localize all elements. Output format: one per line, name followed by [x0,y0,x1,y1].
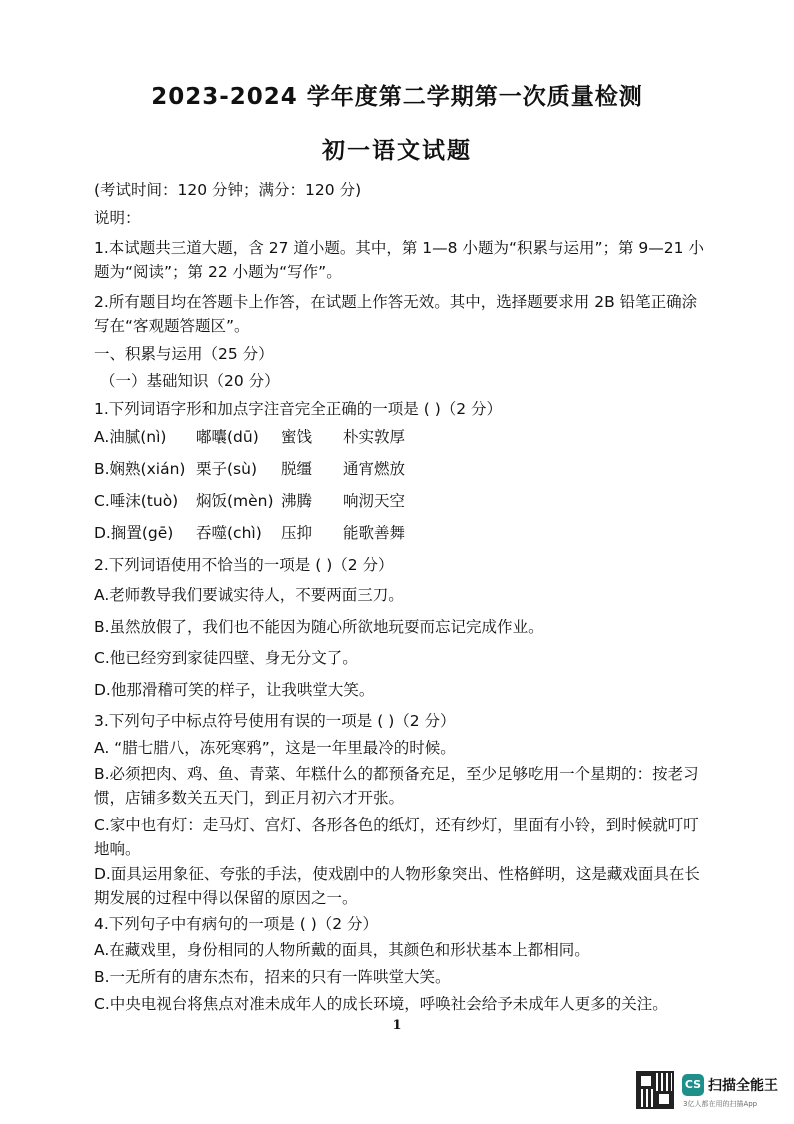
q3-option-c-line-1: C.家中也有灯：走马灯、宫灯、各形各色的纸灯，还有纱灯，里面有小铃，到时候就叮叮 [94,816,699,834]
q1-a-word4: 朴实敦厚 [343,428,406,446]
note-2-line-1: 2.所有题目均在答题卡上作答，在试题上作答无效。其中，选择题要求用 2B 铅笔正确涂 [94,293,698,311]
note-2-line-2: 写在“客观题答题区”。 [94,317,250,335]
q2-stem: 2.下列词语使用不恰当的一项是 ( )（2 分） [94,556,394,574]
q2-option-a: A.老师教导我们要诚实待人，不要两面三刀。 [94,586,404,604]
q1-c-word3: 沸腾 [281,492,313,510]
page-number: 1 [392,1018,402,1033]
q2-option-d: D.他那滑稽可笑的样子，让我哄堂大笑。 [94,681,375,699]
section-1-subheading: （一）基础知识（20 分） [100,372,280,390]
q3-option-a: A. “腊七腊八，冻死寒鸦”，这是一年里最冷的时候。 [94,739,456,757]
q1-b-word4: 通宵燃放 [343,460,406,478]
q1-c-word4: 响沏天空 [343,492,406,510]
camscanner-logo-icon: CS [682,1074,704,1096]
q1-b-word2: 栗子(sù) [196,460,257,478]
qr-code-icon [636,1071,674,1109]
q1-a-word2: 嘟囔(dū) [196,428,259,446]
q2-option-b: B.虽然放假了，我们也不能因为随心所欲地玩耍而忘记完成作业。 [94,618,544,636]
q3-option-d-line-2: 期发展的过程中得以保留的原因之一。 [94,889,358,907]
q3-option-d-line-1: D.面具运用象征、夸张的手法，使戏剧中的人物形象突出、性格鲜明，这是藏戏面具在长 [94,865,700,883]
q1-d-word3: 压抑 [281,524,313,542]
q1-d-word2: 吞噬(chì) [196,524,262,542]
exam-subtitle: 初一语文试题 [322,138,472,164]
q1-b-word1: B.娴熟(xián) [94,460,186,478]
q4-option-b: B.一无所有的唐东杰布，招来的只有一阵哄堂大笑。 [94,968,451,986]
q1-b-word3: 脱缰 [281,460,313,478]
note-1-line-2: 题为“阅读”；第 22 小题为“写作”。 [94,263,342,281]
q1-c-word2: 焖饭(mèn) [196,492,274,510]
q2-option-c: C.他已经穷到家徒四壁、身无分文了。 [94,649,358,667]
notes-heading: 说明： [94,209,141,227]
q1-c-word1: C.唾沫(tuò) [94,492,179,510]
q1-a-word3: 蜜饯 [281,428,313,446]
exam-title: 2023-2024 学年度第二学期第一次质量检测 [151,84,643,110]
scanner-app-tagline: 3亿人都在用的扫描App [683,1100,758,1108]
q1-a-word1: A.油腻(nì) [94,428,167,446]
section-1-heading: 一、积累与运用（25 分） [94,345,274,363]
q3-option-b-line-2: 惯，店铺多数关五天门，到正月初六才开张。 [94,789,405,807]
q1-option-b [94,459,754,479]
q4-option-a: A.在藏戏里，身份相同的人物所戴的面具，其颜色和形状基本上都相同。 [94,941,590,959]
q3-stem: 3.下列句子中标点符号使用有误的一项是 ( )（2 分） [94,712,456,730]
q1-option-c [94,491,754,511]
exam-info: (考试时间：120 分钟；满分：120 分) [94,181,362,199]
scanner-app-name: 扫描全能王 [708,1078,778,1094]
q1-d-word1: D.搁置(gē) [94,524,174,542]
q1-option-d [94,523,754,543]
q1-option-a [94,427,754,447]
q1-stem: 1.下列词语字形和加点字注音完全正确的一项是 ( )（2 分） [94,400,503,418]
q3-option-b-line-1: B.必须把肉、鸡、鱼、青菜、年糕什么的都预备充足，至少足够吃用一个星期的：按老习 [94,765,699,783]
note-1-line-1: 1.本试题共三道大题，含 27 道小题。其中，第 1—8 小题为“积累与运用”；第 9—21 小 [94,239,704,257]
q4-stem: 4.下列句子中有病句的一项是 ( )（2 分） [94,915,379,933]
q1-d-word4: 能歌善舞 [343,524,406,542]
q4-option-c: C.中央电视台将焦点对准未成年人的成长环境，呼唤社会给予未成年人更多的关注。 [94,995,668,1013]
q3-option-c-line-2: 地响。 [94,840,141,858]
